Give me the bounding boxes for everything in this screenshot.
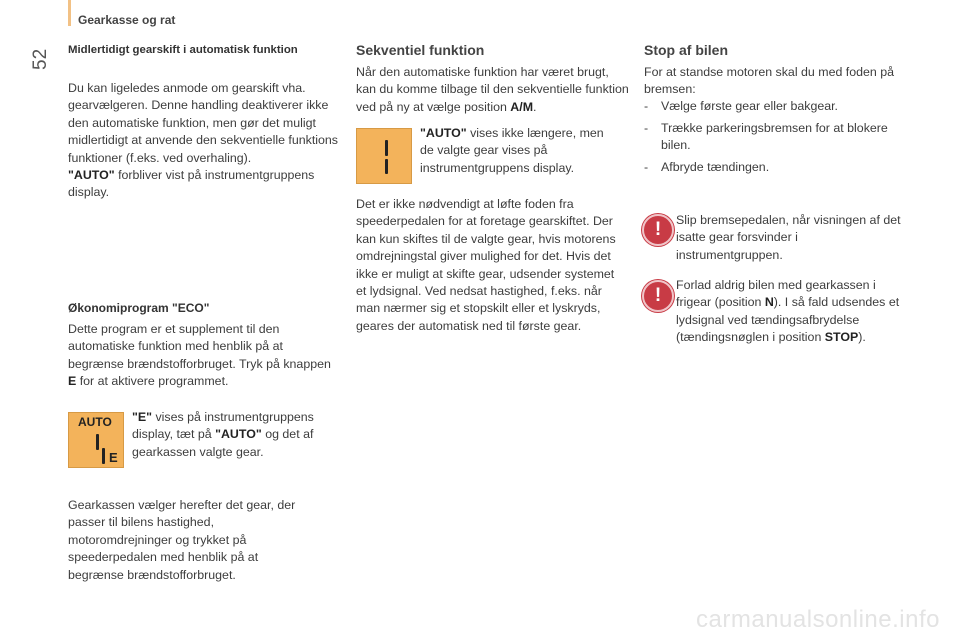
heading-sequential-mode: Sekventiel funktion xyxy=(356,42,485,58)
header-accent-line xyxy=(68,0,71,26)
paragraph-temporary-gearshift: Du kan ligeledes anmode om gearskift vha. gearvælgeren. Denne handling deaktiverer ikke den automatiske funktion, men gør det muligt midlertidigt at anvende den sekventielle funktions funktioner (f.eks. ved overhaling). "AUTO" forbliver vist på instrumentgruppens display. xyxy=(68,81,339,200)
list-dash: - xyxy=(644,121,649,135)
paragraph-sequential-display: "AUTO" vises ikke længere, men de valgte gear vises på instrumentgruppens display. xyxy=(420,126,604,175)
sequential-display-icon xyxy=(356,128,412,184)
paragraph-stop-intro: For at standse motoren skal du med foden på bremsen: xyxy=(644,65,895,97)
step-text: Trække parkeringsbremsen for at blokere bilen. xyxy=(661,121,888,153)
heading-eco-program: Økonomiprogram "ECO" xyxy=(68,301,210,315)
step-text: Afbryde tændingen. xyxy=(661,160,770,174)
list-dash: - xyxy=(644,99,649,113)
gear-bar-icon xyxy=(385,140,388,156)
warning-icon: ! xyxy=(642,280,674,312)
heading-temporary-gearshift: Midlertidigt gearskift i automatisk funktion xyxy=(68,44,298,56)
heading-stopping-vehicle: Stop af bilen xyxy=(644,42,728,58)
auto-label: AUTO xyxy=(78,415,112,429)
e-label: E xyxy=(109,450,118,465)
gear-bar-icon xyxy=(385,159,388,174)
auto-e-display-icon xyxy=(68,412,124,468)
paragraph-gear-selection: Gearkassen vælger herefter det gear, der passer til bilens hastighed, motoromdrejninger og trykket på speederpedalen med henblik på at begrænse brændstofforbruget. xyxy=(68,498,296,582)
paragraph-sequential-details: Det er ikke nødvendigt at løfte foden fra speederpedalen for at foretage gearskiftet. Der kan kun skiftes til de valgte gear, hvis motorens omdrejningstal giver mulighed for det. Hvis det ikke er muligt at skifte gear, udsender systemet et lydsignal. Ved nedsat hastighed, f.eks. når man nærmer sig et stopskilt eller et lyskryds, geares der automatisk ned til første gear. xyxy=(356,197,616,333)
warning-release-brake-line1: Slip bremsepedalen, når visningen af det isatte gear forsvinder i instrumentgruppen. xyxy=(676,213,901,262)
watermark: carmanualsonline.info xyxy=(696,606,940,633)
page-number: 52 xyxy=(30,48,51,70)
gear-bar-icon xyxy=(102,448,105,464)
warning-neutral-gear: Forlad aldrig bilen med gearkassen i frigear (position N). I så fald udsendes et lydsignal ved tændingsafbrydelse (tændingsnøglen i position STOP). xyxy=(676,278,900,345)
section-title: Gearkasse og rat xyxy=(78,13,176,27)
paragraph-eco-display: "E" vises på instrumentgruppens display, tæt på "AUTO" og det af gearkassen valgte gear. xyxy=(132,410,314,459)
step-text: Vælge første gear eller bakgear. xyxy=(661,99,839,113)
paragraph-sequential-return: Når den automatiske funktion har været brugt, kan du komme tilbage til den sekventielle funktion ved på ny at vælge position A/M. xyxy=(356,65,629,114)
paragraph-eco-program: Dette program er et supplement til den automatiske funktion med henblik på at begrænse brændstofforbruget. Tryk på knappen E for at aktivere programmet. xyxy=(68,322,331,389)
warning-icon: ! xyxy=(642,214,674,246)
list-dash: - xyxy=(644,160,649,174)
gear-bar-icon xyxy=(96,434,99,450)
